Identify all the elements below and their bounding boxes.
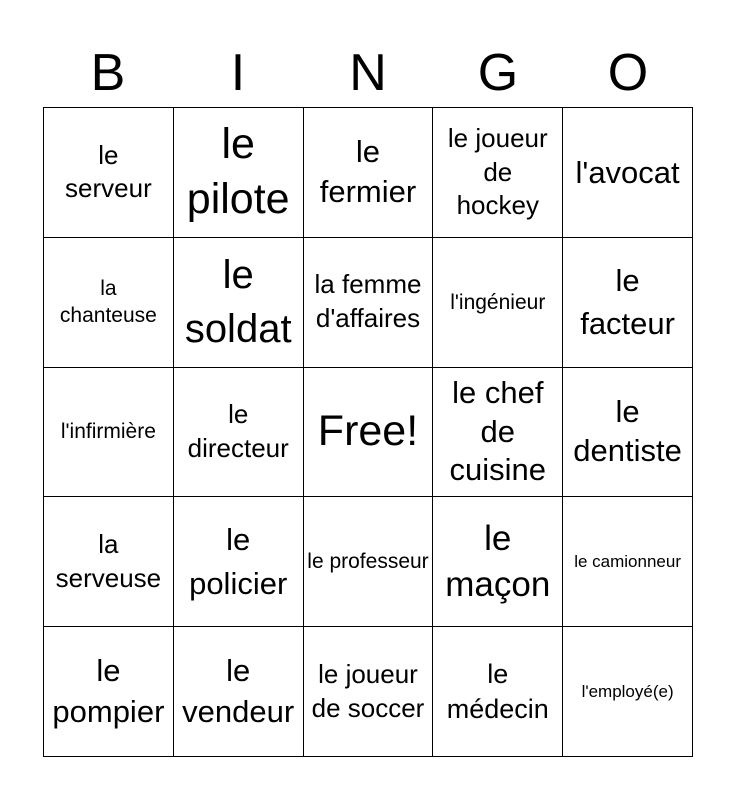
cell-label: le médecin	[446, 658, 549, 724]
free-space-cell[interactable]	[304, 368, 434, 498]
header-letter-o: O	[607, 44, 649, 102]
free-space-label: Free!	[317, 407, 419, 456]
cell-label: l'infirmière	[60, 420, 156, 444]
cell-label: le dentiste	[573, 394, 682, 468]
cell-label: le soldat	[184, 253, 292, 352]
bingo-cell-r2-c4[interactable]	[433, 238, 563, 368]
cell-label: l'ingénieur	[450, 290, 546, 314]
cell-label: le joueur de soccer	[311, 658, 425, 723]
bingo-cell-r4-c5[interactable]	[563, 497, 693, 627]
bingo-cell-r5-c1[interactable]	[44, 627, 174, 757]
cell-label: l'employé(e)	[581, 681, 674, 701]
cell-label: l'avocat	[575, 154, 680, 190]
bingo-cell-r2-c5[interactable]	[563, 238, 693, 368]
header-letter-g: G	[477, 44, 519, 102]
cell-label: le facteur	[580, 262, 675, 342]
bingo-cell-r4-c2[interactable]	[174, 497, 304, 627]
cell-label: la chanteuse	[59, 276, 157, 328]
cell-label: le vendeur	[182, 653, 295, 729]
bingo-cell-r4-c4[interactable]	[433, 497, 563, 627]
bingo-cell-r5-c3[interactable]	[304, 627, 434, 757]
cell-label: la femme d'affaires	[314, 269, 422, 334]
bingo-cell-r3-c4[interactable]	[433, 368, 563, 498]
cell-label: le fermier	[319, 134, 417, 210]
header-letter-b: B	[90, 44, 126, 102]
bingo-cell-r4-c1[interactable]	[44, 497, 174, 627]
cell-label: le serveur	[65, 139, 152, 204]
cell-label: le professeur	[307, 550, 429, 574]
bingo-cell-r1-c3[interactable]	[304, 108, 434, 238]
cell-label: la serveuse	[55, 528, 162, 593]
cell-label: le directeur	[187, 399, 289, 463]
bingo-cell-r1-c5[interactable]	[563, 108, 693, 238]
cell-label: le policier	[189, 522, 288, 601]
header-letter-n: N	[349, 44, 387, 102]
header-letter-i: I	[230, 44, 246, 102]
bingo-cell-r1-c1[interactable]	[44, 108, 174, 238]
bingo-cell-r1-c2[interactable]	[174, 108, 304, 238]
bingo-cell-r3-c1[interactable]	[44, 368, 174, 498]
bingo-cell-r4-c3[interactable]	[304, 497, 434, 627]
bingo-board	[43, 107, 693, 757]
cell-label: le joueur de hockey	[447, 122, 548, 221]
bingo-cell-r3-c5[interactable]	[563, 368, 693, 498]
cell-label: le pompier	[52, 653, 165, 729]
bingo-cell-r5-c5[interactable]	[563, 627, 693, 757]
bingo-cell-r2-c1[interactable]	[44, 238, 174, 368]
cell-label: le pilote	[186, 119, 290, 224]
bingo-cell-r1-c4[interactable]	[433, 108, 563, 238]
bingo-cell-r2-c2[interactable]	[174, 238, 304, 368]
bingo-header	[43, 40, 693, 106]
cell-label: le chef de cuisine	[449, 374, 547, 488]
bingo-cell-r3-c2[interactable]	[174, 368, 304, 498]
cell-label: le maçon	[445, 519, 551, 604]
cell-label: le camionneur	[574, 551, 681, 571]
bingo-cell-r5-c2[interactable]	[174, 627, 304, 757]
bingo-cell-r5-c4[interactable]	[433, 627, 563, 757]
bingo-cell-r2-c3[interactable]	[304, 238, 434, 368]
